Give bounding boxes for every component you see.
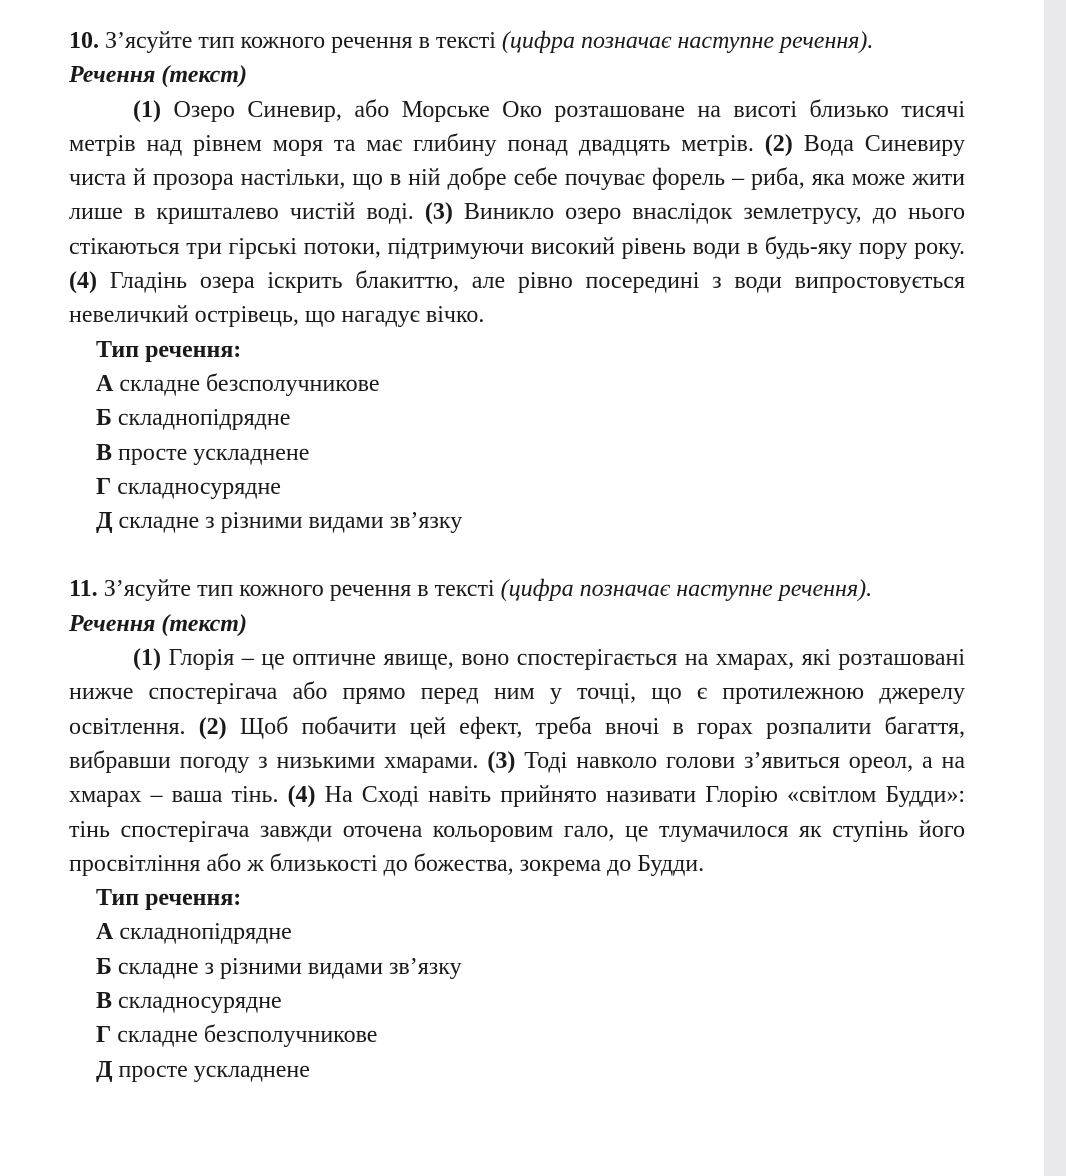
passage-label: Речення (текст) [69, 610, 247, 637]
question-spacer [69, 538, 965, 572]
passage-label: Речення (текст) [69, 62, 247, 89]
option-letter: Г [96, 473, 112, 500]
sentence-text: Щоб побачити цей ефект, треба вночі в горах розпалити багаття, вибравши погоду з низькими хмарами. [69, 713, 966, 774]
answer-option [96, 367, 965, 401]
option-text: складнопідрядне [117, 405, 291, 432]
answer-option [96, 950, 965, 984]
answer-option [96, 470, 965, 504]
option-letter: А [96, 370, 114, 397]
option-letter: Б [96, 405, 112, 432]
types-title: Тип речення: [96, 336, 242, 363]
option-text: просте ускладнене [118, 439, 310, 466]
option-letter: Д [96, 1056, 113, 1083]
question-instruction: З’ясуйте тип кожного речення в тексті [103, 576, 495, 603]
scrollbar-gutter[interactable] [1044, 0, 1066, 1176]
answer-option [96, 401, 965, 435]
sentence-text: На Сході навіть прийнято називати Глорію «світлом Будди»: тінь спостерігача завжди оточена кольоровим гало, це тлумачилося як ступінь його просвітління або ж близькості до божества, зокрема до Будди. [69, 782, 965, 877]
sentence-number: (4) [69, 268, 97, 295]
option-letter: В [96, 988, 113, 1015]
types-title: Тип речення: [96, 885, 242, 912]
answer-option [96, 915, 965, 949]
sentence-text: Озеро Синевир, або Морське Око розташоване на висоті близько тисячі метрів над рівнем моря та має глибину понад двадцять метрів. [69, 96, 966, 157]
option-letter: А [96, 919, 114, 946]
sentence-text: Вода Синевиру чиста й прозора настільки, що в ній добре себе почуває форель – риба, яка може жити лише в кришталево чистій воді. [69, 130, 965, 226]
sentence-number: (3) [424, 199, 453, 226]
sentence-types [69, 881, 965, 1087]
question-header [69, 572, 965, 606]
option-letter: Г [96, 1022, 112, 1049]
option-text: складне безсполучникове [117, 1022, 378, 1049]
answer-option [96, 504, 965, 538]
passage-text [69, 93, 965, 333]
sentence-types [69, 333, 965, 539]
option-letter: Д [96, 508, 113, 535]
question-number: 11. [69, 576, 98, 603]
sentence-number: (2) [198, 713, 227, 740]
option-text: складносурядне [117, 473, 281, 500]
option-text: складне з різними видами зв’язку [117, 953, 462, 980]
answer-option [96, 1053, 965, 1087]
document-page [69, 24, 965, 1087]
question-11 [69, 572, 965, 1086]
answer-option [96, 1018, 965, 1052]
question-instruction: З’ясуйте тип кожного речення в тексті [105, 28, 496, 54]
option-text: складносурядне [118, 988, 282, 1015]
answer-option [96, 984, 965, 1018]
option-text: складнопідрядне [119, 919, 292, 946]
sentence-text: Гладінь озера іскрить блакиттю, але рівно посередині з води випростовується невеличкий острівець, що нагадує вічко. [69, 268, 966, 329]
option-text: просте ускладнене [118, 1056, 310, 1083]
sentence-number: (4) [287, 782, 316, 809]
option-letter: В [96, 439, 113, 466]
question-note: (цифра позначає наступне речення). [500, 576, 873, 603]
option-text: складне безсполучникове [119, 370, 380, 397]
question-note: (цифра позначає наступне речення). [501, 28, 874, 54]
passage-text [69, 641, 965, 881]
question-number: 10. [69, 28, 99, 54]
option-text: складне з різними видами зв’язку [118, 508, 463, 535]
answer-option [96, 436, 965, 470]
sentence-text: Глорія – це оптичне явище, воно спостерігається на хмарах, які розташовані нижче спостерігача або прямо перед ним у точці, що є протилежною джерелу освітлення. [69, 645, 966, 740]
question-10 [69, 24, 965, 538]
sentence-text: Тоді навколо голови з’явиться ореол, а на хмарах – ваша тінь. [69, 747, 966, 809]
option-letter: Б [96, 953, 112, 980]
sentence-number: (1) [133, 96, 161, 123]
sentence-number: (1) [133, 645, 161, 672]
sentence-number: (2) [764, 130, 793, 157]
sentence-text: Виникло озеро внаслідок землетрусу, до нього стікаються три гірські потоки, підтримуючи високий рівень води в будь-яку пору року. [69, 199, 966, 260]
sentence-number: (3) [487, 747, 516, 774]
question-header [69, 24, 965, 58]
